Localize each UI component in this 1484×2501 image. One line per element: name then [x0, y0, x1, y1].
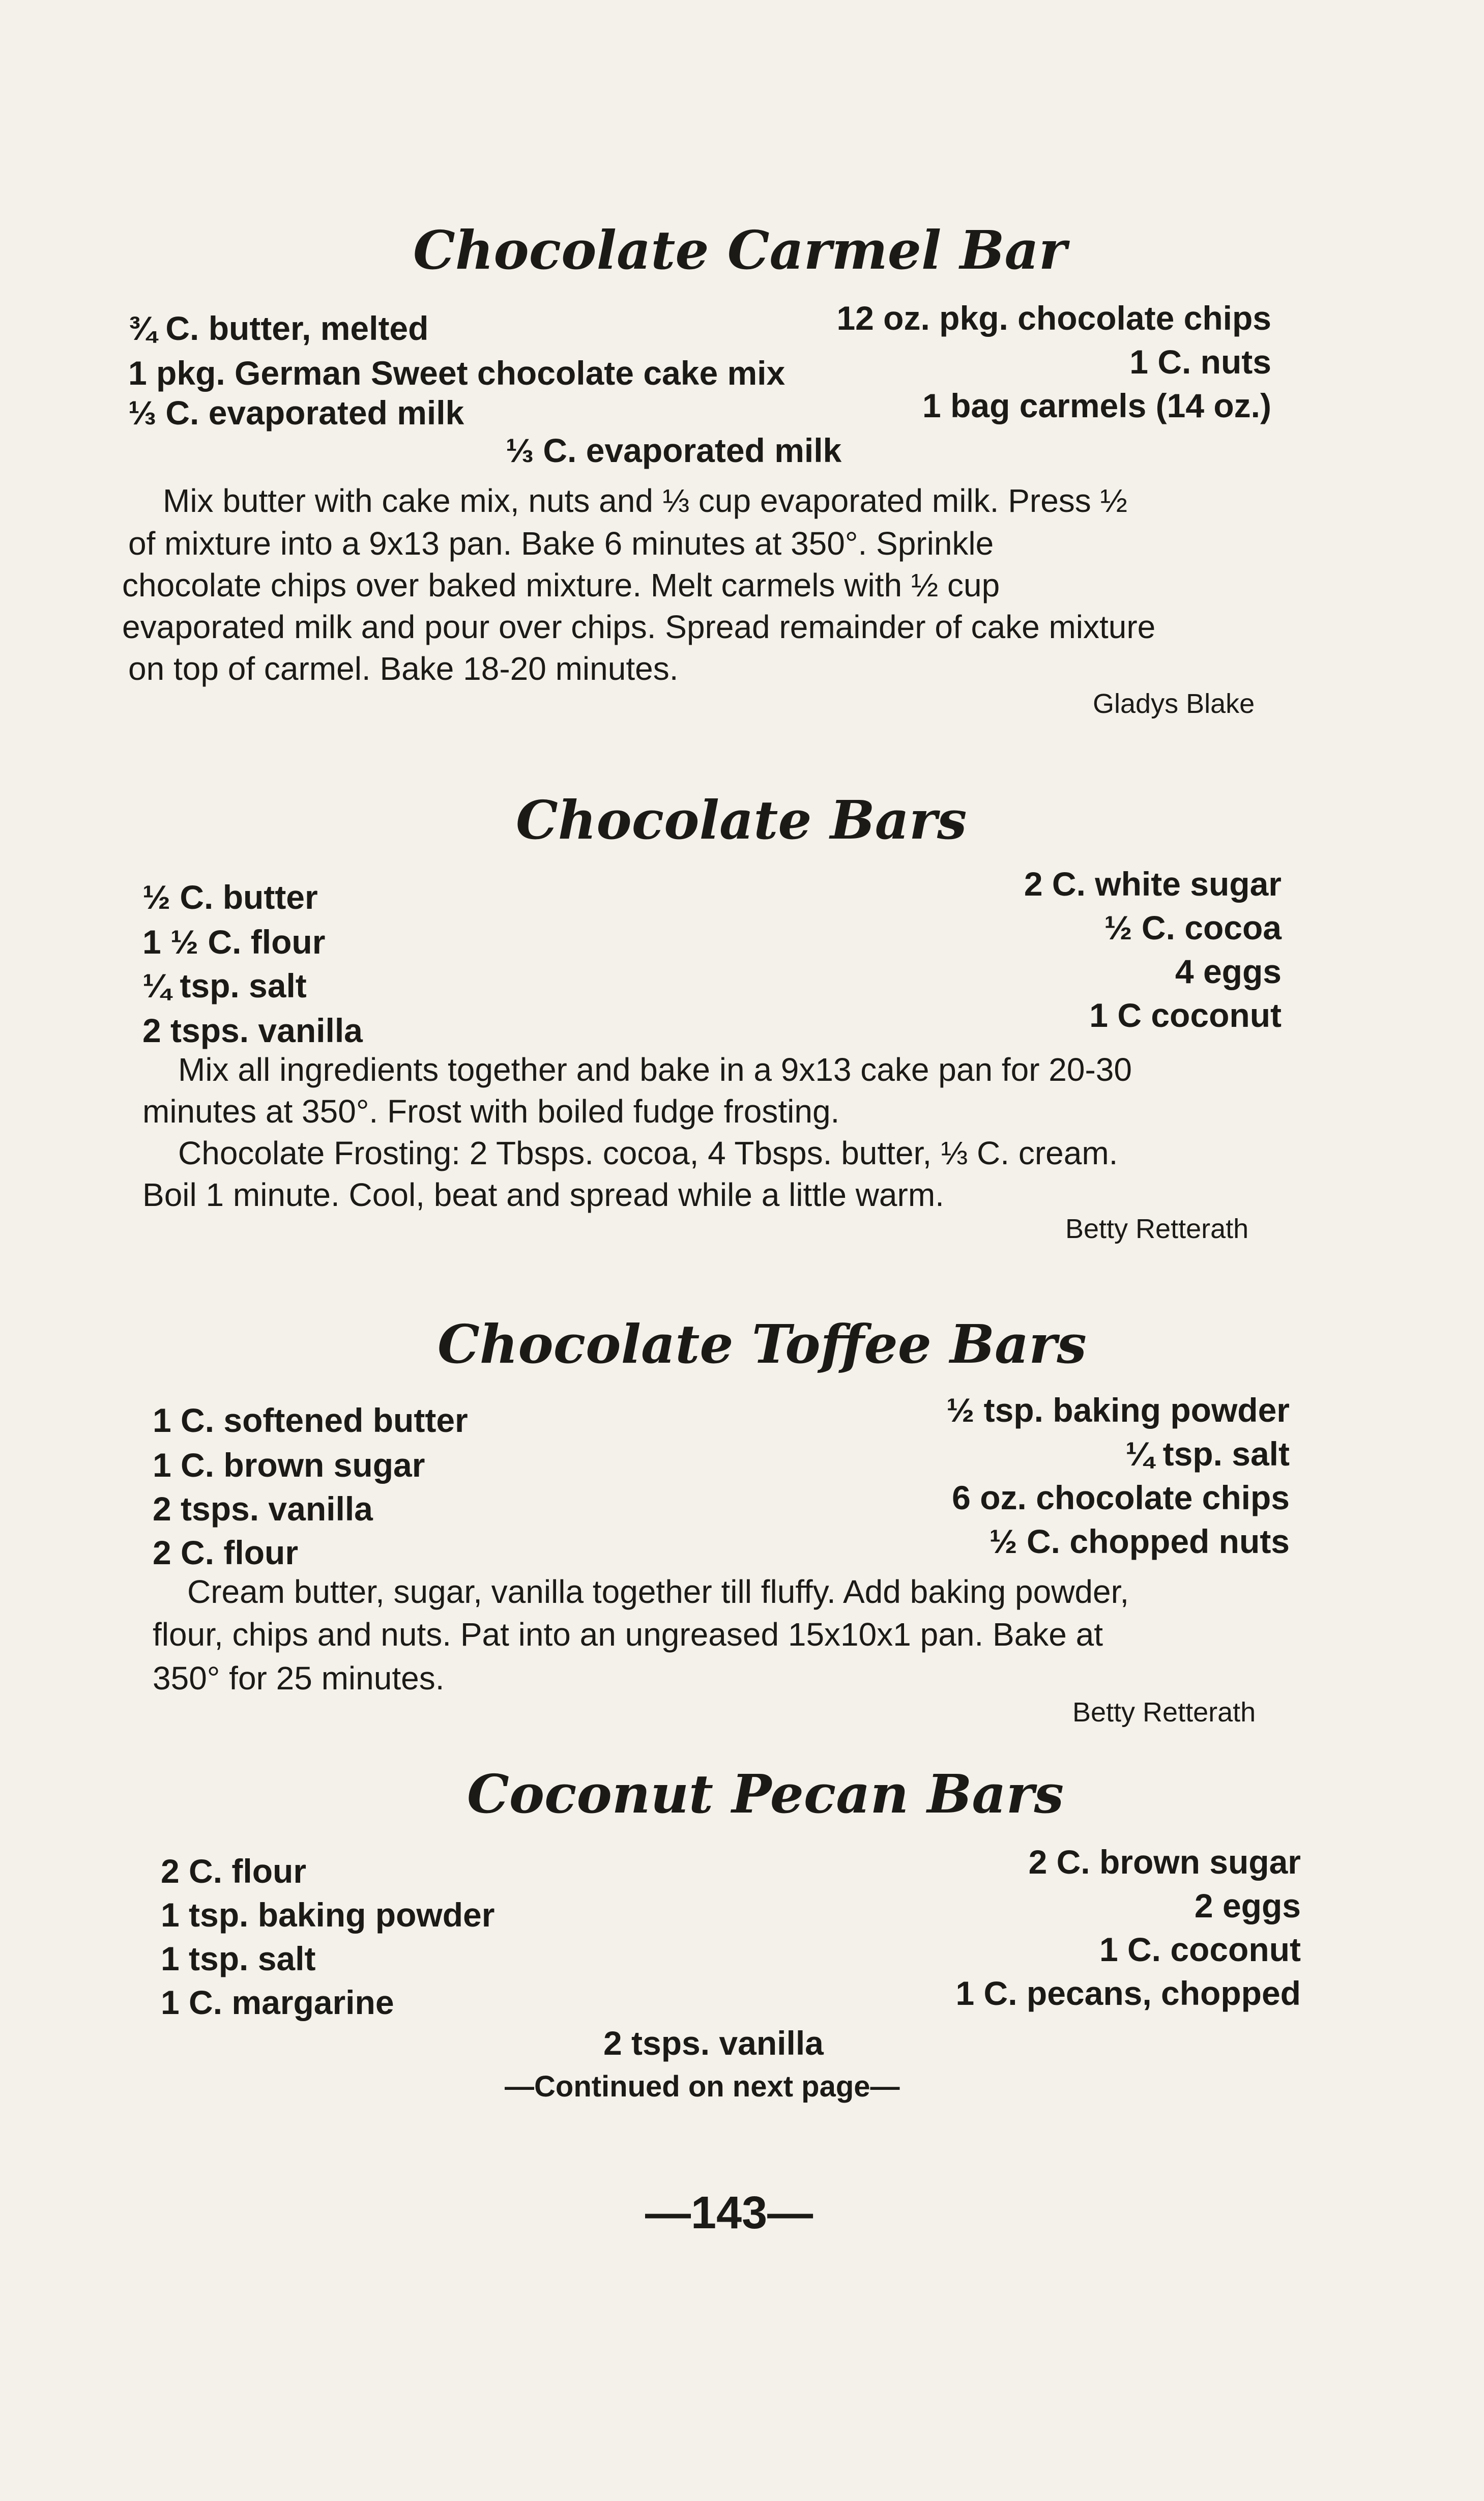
directions-line: of mixture into a 9x13 pan. Bake 6 minutes at 350°. Sprinkle — [128, 525, 994, 562]
ingredient: 1 bag carmels (14 oz.) — [922, 387, 1271, 424]
ingredient: ⅓ C. evaporated milk — [128, 394, 464, 432]
ingredient: 1 C. margarine — [161, 1983, 394, 2021]
ingredient: ½ tsp. baking powder — [946, 1391, 1290, 1429]
recipe-title: Chocolate Toffee Bars — [438, 1313, 1087, 1375]
ingredient: 1 C coconut — [1089, 996, 1282, 1034]
page-number: —143— — [645, 2188, 813, 2238]
recipe-title: Coconut Pecan Bars — [467, 1763, 1064, 1825]
ingredient: 1 pkg. German Sweet chocolate cake mix — [128, 354, 785, 392]
ingredient: 2 C. brown sugar — [1028, 1843, 1301, 1881]
ingredient: 1 C. softened butter — [153, 1401, 468, 1439]
ingredient: ½ C. butter — [142, 878, 318, 916]
directions-line: Boil 1 minute. Cool, beat and spread while a little warm. — [142, 1176, 944, 1213]
ingredient: 2 C. flour — [153, 1534, 299, 1571]
ingredient: ½ C. cocoa — [1104, 909, 1282, 946]
ingredient: 1 tsp. salt — [161, 1940, 316, 1977]
ingredient: 2 tsps. vanilla — [603, 2024, 824, 2062]
ingredient: 1 C. nuts — [1129, 343, 1271, 381]
directions-line: chocolate chips over baked mixture. Melt carmels with ½ cup — [122, 567, 1000, 603]
directions-line: 350° for 25 minutes. — [153, 1660, 445, 1697]
ingredient: 1 C. brown sugar — [153, 1446, 425, 1484]
recipe-title: Chocolate Bars — [516, 789, 967, 851]
directions-line: Cream butter, sugar, vanilla together till fluffy. Add baking powder, — [187, 1573, 1129, 1610]
ingredient: ¼ tsp. salt — [1125, 1435, 1290, 1473]
ingredient: 1 C. coconut — [1099, 1931, 1301, 1968]
ingredient: 2 tsps. vanilla — [153, 1490, 373, 1528]
directions-line: Mix all ingredients together and bake in a 9x13 cake pan for 20-30 — [178, 1051, 1132, 1088]
directions-line: on top of carmel. Bake 18-20 minutes. — [128, 650, 679, 687]
ingredient: 2 tsps. vanilla — [142, 1012, 363, 1049]
directions-line: minutes at 350°. Frost with boiled fudge frosting. — [142, 1093, 840, 1130]
recipe-credit: Betty Retterath — [1072, 1697, 1256, 1728]
directions-line: evaporated milk and pour over chips. Spread remainder of cake mixture — [122, 609, 1156, 645]
ingredient: 12 oz. pkg. chocolate chips — [836, 299, 1271, 337]
ingredient: 4 eggs — [1175, 953, 1282, 990]
continued-note: —Continued on next page— — [505, 2070, 900, 2103]
recipe-credit: Gladys Blake — [1093, 688, 1255, 719]
ingredient: 1 C. pecans, chopped — [955, 1974, 1301, 2012]
directions-line: flour, chips and nuts. Pat into an ungreased 15x10x1 pan. Bake at — [153, 1616, 1103, 1653]
ingredient: 2 C. flour — [161, 1852, 307, 1890]
directions-line: Mix butter with cake mix, nuts and ⅓ cup evaporated milk. Press ½ — [163, 482, 1127, 519]
ingredient: 2 eggs — [1194, 1887, 1301, 1924]
ingredient: 2 C. white sugar — [1024, 865, 1282, 903]
recipe-credit: Betty Retterath — [1065, 1214, 1249, 1244]
ingredient: 6 oz. chocolate chips — [952, 1479, 1290, 1516]
ingredient: ½ C. chopped nuts — [989, 1522, 1290, 1560]
directions-line: Chocolate Frosting: 2 Tbsps. cocoa, 4 Tbsps. butter, ⅓ C. cream. — [178, 1135, 1118, 1171]
ingredient: 1 tsp. baking powder — [161, 1896, 495, 1934]
ingredient: ¾ C. butter, melted — [128, 309, 429, 347]
ingredient: ¼ tsp. salt — [142, 967, 307, 1004]
ingredient: 1 ½ C. flour — [142, 923, 326, 961]
ingredient: ⅓ C. evaporated milk — [506, 432, 842, 469]
recipe-title: Chocolate Carmel Bar — [413, 219, 1067, 281]
